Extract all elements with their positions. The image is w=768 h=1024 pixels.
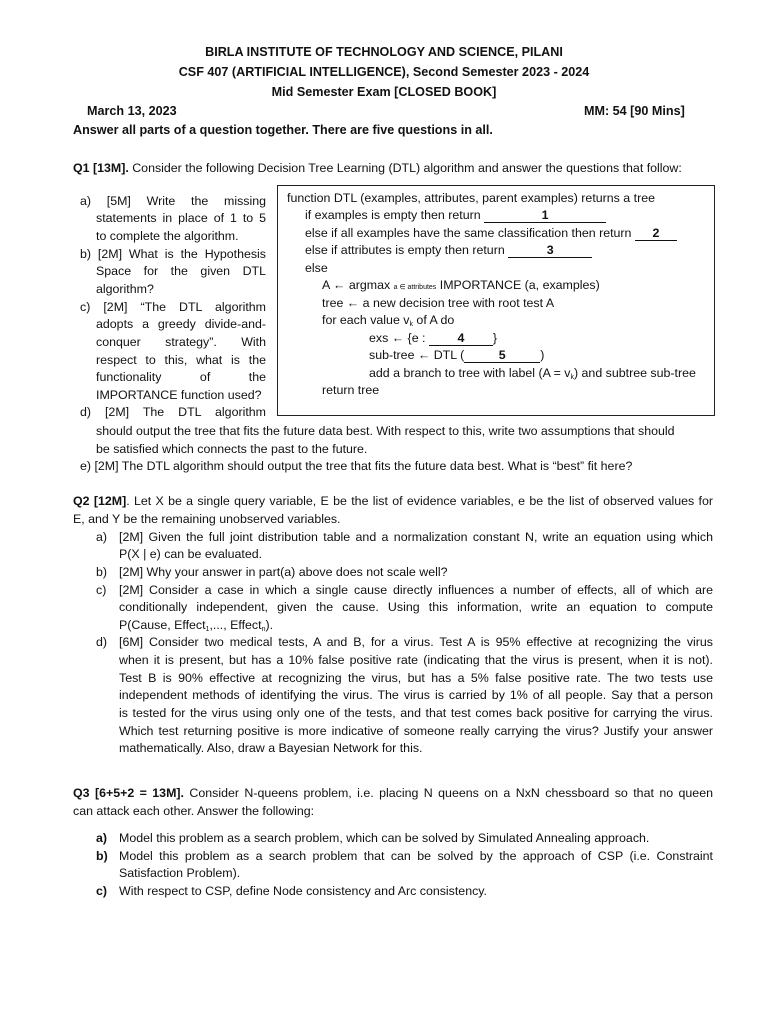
q2a-marker: a)	[96, 530, 108, 544]
q2c-marker: c)	[96, 583, 107, 597]
q2d-line4: independent methods of identifying the virus. The virus is carried by 1% of all people. Say that a person	[119, 688, 713, 702]
blank-5: 5	[464, 348, 540, 363]
course-title: CSF 407 (ARTIFICIAL INTELLIGENCE), Second Semester 2023 - 2024	[178, 65, 590, 79]
q3-intro-line1: Q3 [6+5+2 = 13M]. Consider N-queens problem, i.e. placing N queens on a NxN chessboard so that no queen	[73, 786, 713, 800]
algo-line-12: return tree	[322, 383, 380, 397]
q3a-text: Model this problem as a search problem, which can be solved by Simulated Annealing approach.	[119, 831, 650, 845]
q1a-line3: to complete the algorithm.	[96, 229, 239, 243]
institute-name: BIRLA INSTITUTE OF TECHNOLOGY AND SCIENCE, PILANI	[205, 45, 563, 59]
q1b-line1: b) [2M] What is the Hypothesis	[80, 247, 266, 261]
blank-4: 4	[429, 331, 493, 346]
q1a-line2: statements in place of 1 to 5	[96, 211, 266, 225]
blank-3: 3	[508, 243, 592, 258]
q2c-line1: [2M] Consider a case in which a single cause directly influences a number of effects, all of which are	[119, 583, 713, 597]
q2b-marker: b)	[96, 565, 108, 579]
q3c-marker: c)	[96, 884, 108, 898]
q2c-line2: conditionally independent, given the cause. Using this information, write an equation to compute	[119, 600, 713, 614]
algo-line-11: add a branch to tree with label $(A = v_k)$ and subtree sub-tree	[369, 366, 696, 381]
q2d-line3: Test B is 90% effective at recognizing the virus, but has a 5% false positive rate. The two tests use	[119, 671, 713, 685]
q2d-line7: mathematically. Also, draw a Bayesian Network for this.	[119, 741, 423, 755]
q2c-line3: P(Cause, Effect$_1$,..., Effect$_n$).	[119, 618, 274, 633]
algo-line-3: else if all examples have the same classification then return 2	[305, 225, 677, 243]
q2d-line1: [6M] Consider two medical tests, A and B, for a virus. Test A is 95% effective at recognizing the virus	[119, 635, 713, 649]
instruction: Answer all parts of a question together. There are five questions in all.	[73, 123, 493, 137]
q1c-line2: adopts a greedy divide-and-	[96, 317, 266, 331]
algo-line-6: A ← argmax a ∈ attributes IMPORTANCE (a, examples)	[322, 278, 600, 292]
q2b-line1: [2M] Why your answer in part(a) above does not scale well?	[119, 565, 448, 579]
algo-line-7: tree ← a new decision tree with root test A	[322, 296, 555, 310]
q1b-line3: algorithm?	[96, 282, 154, 296]
q3c-text: With respect to CSP, define Node consistency and Arc consistency.	[119, 884, 488, 898]
max-marks: MM: 54 [90 Mins]	[584, 104, 685, 118]
q1-text: Consider the following Decision Tree Learning (DTL) algorithm and answer the questions that follow:	[128, 161, 682, 175]
blank-1: 1	[484, 208, 606, 223]
q1e-text: e) [2M] The DTL algorithm should output the tree that fits the future data best. What is “best” fit here?	[80, 459, 633, 473]
q1c-line4: respect to this, what is the	[96, 353, 266, 367]
q1c-line6: IMPORTANCE function used?	[96, 388, 262, 402]
algo-line-2: if examples is empty then return 1	[305, 207, 606, 225]
algo-line-4: else if attributes is empty then return 3	[305, 242, 592, 260]
q3b-line2: Satisfaction Problem).	[119, 866, 241, 880]
algo-line-10: sub-tree ← DTL ( 5 )	[369, 348, 545, 362]
q2d-line2: when it is present, but has a 10% false positive rate (indicating that the virus is present, when it is not).	[119, 653, 713, 667]
q2-label: Q2 [12M]	[73, 494, 127, 508]
q2d-line6: Which test returning positive is more indicative of someone really carrying the virus? Justify your answer	[119, 724, 713, 738]
q1d-line2: should output the tree that fits the future data best. With respect to this, write two assumptions that should	[96, 424, 675, 438]
q1c-line1: c) [2M] “The DTL algorithm	[80, 300, 266, 314]
q2-intro-line2: E, and Y be the remaining unobserved variables.	[73, 512, 341, 526]
algo-line-9: exs ← {e : 4 }	[369, 331, 498, 345]
q3-label: Q3 [6+5+2 = 13M].	[73, 786, 184, 800]
algo-line-8: for each value $v_k$ of A do	[322, 313, 455, 328]
q2d-marker: d)	[96, 635, 108, 649]
blank-2: 2	[635, 226, 677, 241]
q1a-line1: a) [5M] Write the missing	[80, 194, 266, 208]
q1d-line1: d) [2M] The DTL algorithm	[80, 405, 266, 419]
q1-intro	[73, 160, 682, 177]
q1d-line3: be satisfied which connects the past to the future.	[96, 442, 368, 456]
q2a-line2: P(X | e) can be evaluated.	[119, 547, 263, 561]
q1-label: Q1 [13M].	[73, 161, 129, 175]
q1c-line5: functionality of the	[96, 370, 266, 384]
exam-date: March 13, 2023	[87, 104, 177, 118]
algo-line-5: else	[305, 261, 328, 275]
q2a-line1: [2M] Given the full joint distribution table and a normalization constant N, write an equation using which	[119, 530, 713, 544]
exam-title: Mid Semester Exam [CLOSED BOOK]	[271, 85, 497, 99]
q1c-line3: conquer strategy”. With	[96, 335, 266, 349]
q1b-line2: Space for the given DTL	[96, 264, 266, 278]
q2-intro-line1: Q2 [12M]. Let X be a single query variable, E be the list of evidence variables, e be the list of observed values for	[73, 494, 713, 508]
q3a-marker: a)	[96, 831, 108, 845]
q3b-line1: Model this problem as a search problem that can be solved by the approach of CSP (i.e. Constraint	[119, 849, 713, 863]
q2d-line5: is tested for the virus using only one of the tests, and that test comes back positive for carrying the virus.	[119, 706, 713, 720]
q3-intro-line2: can attack each other. Answer the following:	[73, 804, 315, 818]
algo-line-1: function DTL (examples, attributes, parent examples) returns a tree	[287, 191, 655, 205]
q3b-marker: b)	[96, 849, 108, 863]
